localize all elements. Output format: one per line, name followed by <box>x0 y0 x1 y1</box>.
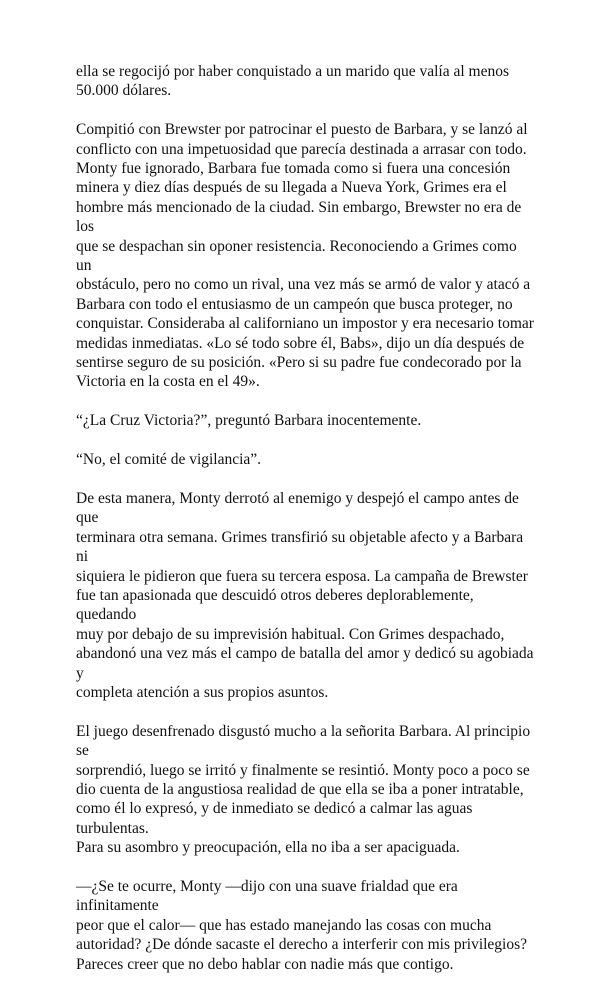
paragraph: “¿La Cruz Victoria?”, preguntó Barbara inocentemente. <box>76 412 422 430</box>
paragraph: ella se regocijó por haber conquistado a un marido que valía al menos 50.000 dólares. <box>76 63 509 100</box>
paragraph: “No, el comité de vigilancia”. <box>76 451 262 469</box>
paragraph: Compitió con Brewster por patrocinar el puesto de Barbara, y se lanzó al conflicto con una impetuosidad que parecía destinada a arrasar con todo. Monty fue ignorado, Barbara fue tomada como si fuera una concesión minera y diez días después de su llegada a Nueva York, Grimes era el hombre más mencionado de la ciudad. Sin embargo, Brewster no era de los que se despachan sin oponer resistencia. Reconociendo a Grimes como un obstáculo, pero no como un rival, una vez más se armó de valor y atacó a Barbara con todo el entusiasmo de un campeón que busca proteger, no conquistar. Consideraba al californiano un impostor y era necesario tomar medidas inmediatas. «Lo sé todo sobre él, Babs», dijo un día después de sentirse seguro de su posición. «Pero si su padre fue condecorado por la Victoria en la costa en el 49». <box>76 121 534 391</box>
paragraph: El juego desenfrenado disgustó mucho a la señorita Barbara. Al principio se sorprendió, luego se irritó y finalmente se resintió. Monty poco a poco se dio cuenta de la angustiosa realidad de que ella se iba a poner intratable, como él lo expresó, y de inmediato se dedicó a calmar las aguas turbulentas. Para su asombro y preocupación, ella no iba a ser apaciguada. <box>76 722 531 857</box>
paragraph: —¿Se te ocurre, Monty —dijo con una suave frialdad que era infinitamente peor que el calor— que has estado manejando las cosas con mucha autoridad? ¿De dónde sacaste el derecho a interferir con mis privilegios? Pareces creer que no debo hablar con nadie más que contigo. <box>76 877 528 973</box>
paragraph: De esta manera, Monty derrotó al enemigo y despejó el campo antes de que terminara otra semana. Grimes transfirió su objetable afecto y a Barbara ni siquiera le pidieron que fuera su tercera esposa. La campaña de Brewster fue tan apasionada que descuidó otros deberes deplorablemente, quedando muy por debajo de su imprevisión habitual. Con Grimes despachado, abandonó una vez más el campo de batalla del amor y dedicó su agobiada y completa atención a sus propios asuntos. <box>76 489 534 701</box>
document-page <box>76 62 534 993</box>
